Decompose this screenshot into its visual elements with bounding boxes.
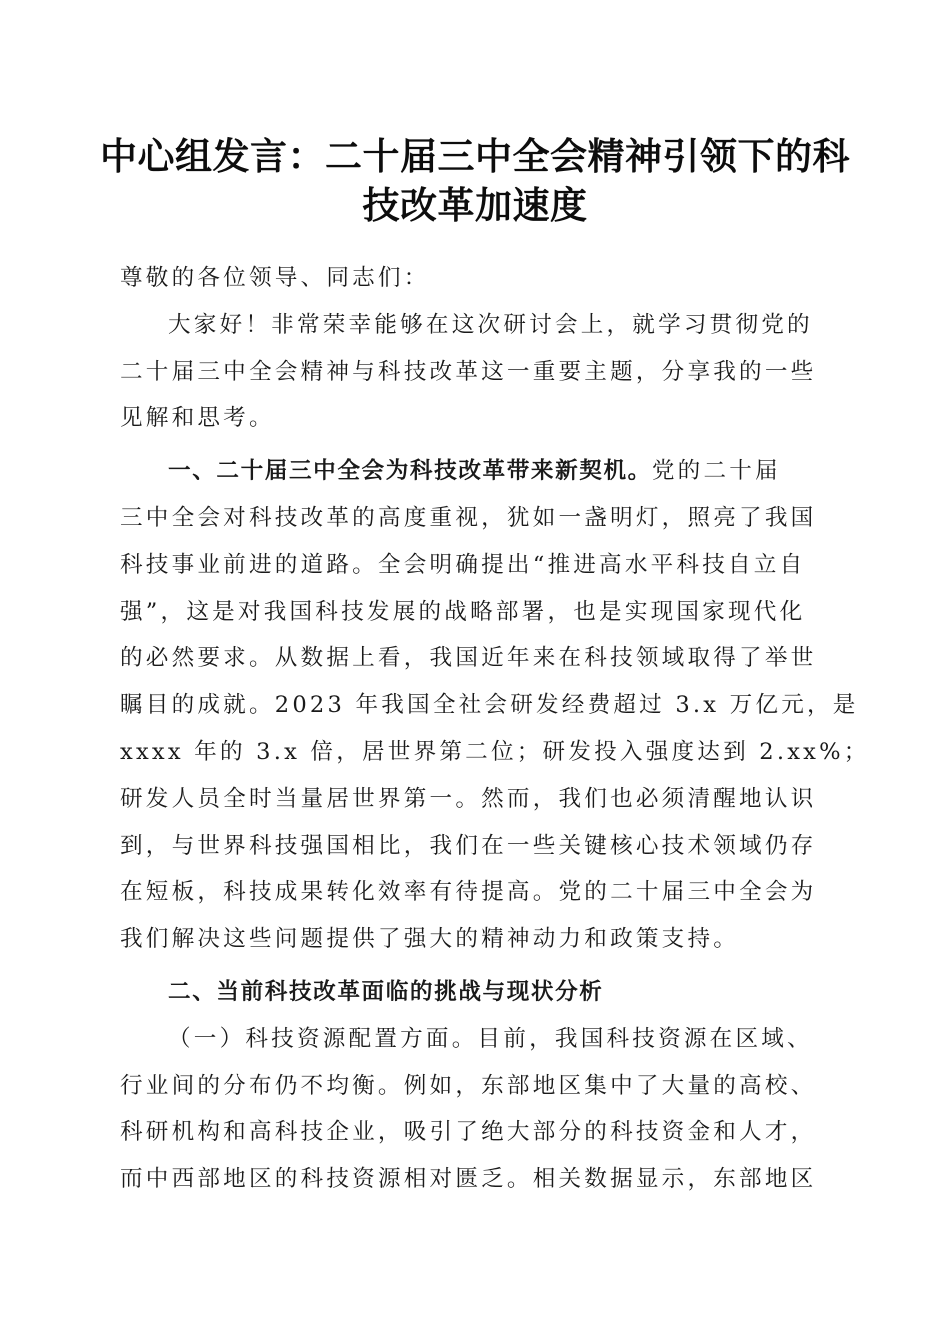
intro-paragraph [120, 302, 825, 442]
section-1-line: 在短板，科技成果转化效率有待提高。党的二十届三中全会为 [120, 879, 817, 906]
section-1-line: 研发人员全时当量居世界第一。然而，我们也必须清醒地认识 [120, 785, 817, 812]
section-1-first-rest: 党的二十届 [651, 458, 781, 485]
intro-line: 大家好！非常荣幸能够在这次研讨会上，就学习贯彻党的 [168, 311, 813, 338]
title-line-1: 中心组发言：二十届三中全会精神引领下的科 [100, 134, 850, 178]
section-1-line: 强”，这是对我国科技发展的战略部署，也是实现国家现代化 [120, 598, 806, 625]
section-2-1-line: 行业间的分布仍不均衡。例如，东部地区集中了大量的高校、 [120, 1072, 817, 1099]
section-2-1-paragraph [120, 1016, 825, 1203]
intro-line: 见解和思考。 [120, 405, 275, 432]
section-2-heading: 二、当前科技改革面临的挑战与现状分析 [168, 978, 604, 1005]
section-1-line: 到，与世界科技强国相比，我们在一些关键核心技术领域仍存 [120, 832, 817, 859]
section-1-line: 科技事业前进的道路。全会明确提出“推进高水平科技自立自 [120, 551, 806, 578]
section-1-line: 的必然要求。从数据上看，我国近年来在科技领域取得了举世 [120, 645, 817, 672]
document-title [100, 132, 850, 230]
intro-line: 二十届三中全会精神与科技改革这一重要主题，分享我的一些 [120, 358, 817, 385]
section-2-1-first-line: （一）科技资源配置方面。目前，我国科技资源在区域、 [168, 1025, 813, 1052]
section-1-line: 瞩目的成就。2023 年我国全社会研发经费超过 3.x 万亿元，是 [120, 692, 859, 719]
section-1-line: xxxx 年的 3.x 倍，居世界第二位；研发投入强度达到 2.xx%； [120, 738, 870, 765]
section-1-first-line [120, 448, 825, 495]
salutation: 尊敬的各位领导、同志们： [120, 265, 430, 291]
section-1-heading: 一、二十届三中全会为科技改革带来新契机。 [168, 458, 652, 485]
section-1-line: 三中全会对科技改革的高度重视，犹如一盏明灯，照亮了我国 [120, 504, 817, 531]
document-body [120, 255, 870, 1203]
title-line-2: 技改革加速度 [362, 183, 588, 227]
section-2-1-line: 而中西部地区的科技资源相对匮乏。相关数据显示，东部地区 [120, 1166, 817, 1193]
section-1-paragraph [120, 448, 870, 963]
section-2-1-line: 科研机构和高科技企业，吸引了绝大部分的科技资金和人才， [120, 1119, 817, 1146]
section-1-line: 我们解决这些问题提供了强大的精神动力和政策支持。 [120, 926, 740, 953]
